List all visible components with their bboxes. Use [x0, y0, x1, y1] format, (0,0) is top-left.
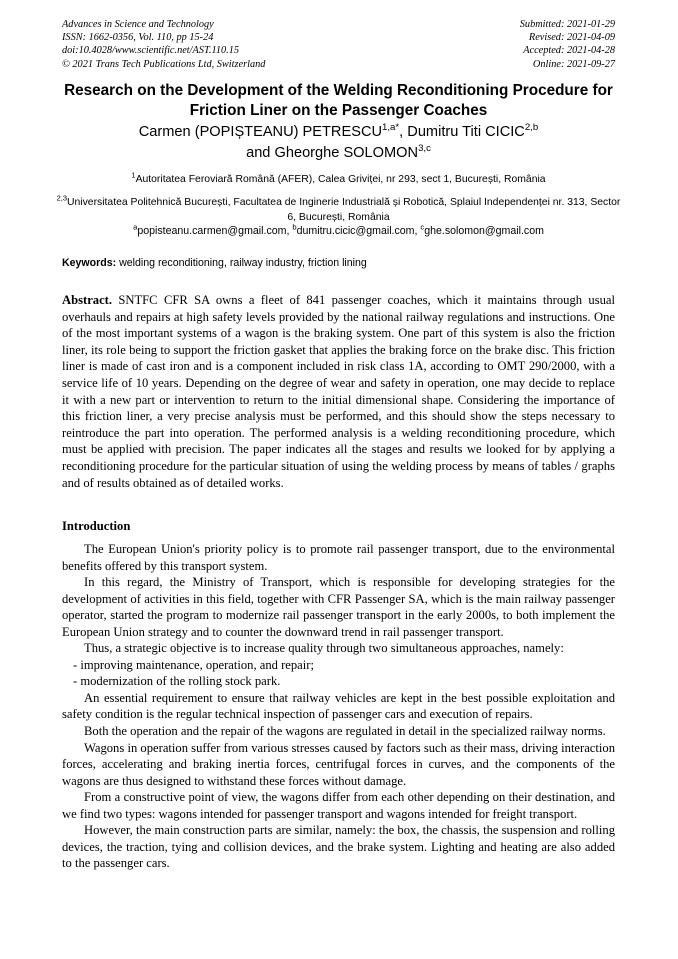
author-sup-cicic: 2,b: [524, 122, 539, 134]
body-list-item: - improving maintenance, operation, and repair;: [73, 657, 314, 672]
author-sup-petrescu: 1,a*: [382, 122, 400, 134]
date-submitted: Submitted: 2021-01-29: [519, 19, 615, 30]
journal-doi: doi:10.4028/www.scientific.net/AST.110.15: [62, 45, 240, 57]
body-paragraph: Wagons in operation suffer from various stresses caused by factors such as their mass, driving interaction forces, accelerating and braking inertia forces, centrifugal forces in curves, and the components of the wagons are thus designed to withstand these forces without damage.: [62, 740, 615, 788]
author-name-petrescu: Carmen (POPIȘTEANU) PETRESCU: [138, 124, 383, 140]
body-list-item: - modernization of the rolling stock park.: [73, 674, 281, 689]
affiliation-1-text: Autoritatea Feroviară Română (AFER), Calea Griviței, nr 293, sect 1, București, România: [135, 174, 546, 185]
email-3-marker: c: [420, 222, 425, 232]
abstract-text: SNTFC CFR SA owns a fleet of 841 passenger coaches, which it maintains through usual overhauls and repairs at high safety levels provided by the national railway regulations and instructions. One of the most important systems of a wagon is the braking system. One part of this system is also the friction liner, its role being to support the friction gasket that applies the braking force on the brake disc. This friction liner is made of cast iron and is a component included in risk class 1A, according to OMT 290/2000, with a service life of 10 years. Depending on the degree of wear and safety in operation, one may decide to replace it with a new part or intervention to return to the initial dimensional shape. Considering the importance of this friction liner, a very precise analysis must be performed, and this should show the steps necessary to reintroduce the part into operation. The performed analysis is a welding reconditioning procedure, which must be applied with precision. The paper indicates all the stages and results we looked for by applying a reconditioning procedure for the particular situation of using the welding process by means of tables / graphs and of results obtained as of detailed works.: [62, 293, 615, 490]
author-sup-solomon: 3,c: [418, 143, 431, 155]
abstract-block: [62, 292, 615, 491]
body-paragraph: The European Union's priority policy is to promote rail passenger transport, due to the environmental benefits offered by this transport system.: [62, 542, 615, 573]
paper-title: Research on the Development of the Welding Reconditioning Procedure for Friction Liner on the Passenger Coaches: [64, 82, 613, 119]
email-3-address[interactable]: ghe.solomon@gmail.com: [424, 225, 544, 237]
email-2-marker: b: [292, 222, 297, 232]
body-paragraph: An essential requirement to ensure that railway vehicles are kept in the best possible exploitation and safety condition is the regular technical inspection of passenger cars and execution of repairs.: [62, 690, 615, 722]
body-paragraph: From a constructive point of view, the wagons differ from each other depending on their destination, and we find two types: wagons intended for passenger transport and wagons intended for freight transport.: [62, 790, 615, 821]
keywords-value: welding reconditioning, railway industry, friction lining: [116, 257, 367, 269]
affiliation-2-text: Universitatea Politehnică București, Facultatea de Inginerie Industrială și Robotică, Splaiul Independenței nr. 313, Sector 6, București, România: [67, 196, 621, 223]
author-separator: ,: [399, 124, 408, 140]
email-list: $^a$popisteanu.carmen@gmail.com, $^b$dumitru.cicic@gmail.com, $^c$ghe.solomon@gmail.com: [133, 222, 544, 237]
keywords-line: [62, 256, 615, 270]
body-paragraph: In this regard, the Ministry of Transport, which is responsible for developing strategies for the development of activities in this field, together with CFR Passenger SA, which is the main railway passenger operator, started the program to modernize rail passenger transport in the early 2000s, to both implement the European Union strategy and to counter the downward trend in rail passenger transport.: [62, 575, 615, 639]
author-line-2: [62, 143, 615, 164]
journal-issn-volume: ISSN: 1662-0356, Vol. 110, pp 15-24: [62, 32, 214, 44]
author-list: [62, 122, 615, 164]
author-conjunction: and: [246, 145, 275, 161]
body-paragraph: Thus, a strategic objective is to increase quality through two simultaneous approaches, namely:: [84, 641, 564, 656]
affiliation-2-marker: 2,3: [56, 193, 68, 203]
body-paragraph: However, the main construction parts are similar, namely: the box, the chassis, the suspension and rolling devices, the traction, tying and collision devices, and the brake system. Lighting and heating are also added to the passenger cars.: [62, 823, 615, 871]
author-name-cicic: Dumitru Titi CICIC: [407, 124, 525, 140]
date-accepted: Accepted: 2021-04-28: [523, 45, 615, 57]
author-line-1: [62, 122, 615, 143]
journal-header-left: [62, 18, 265, 71]
journal-copyright: © 2021 Trans Tech Publications Ltd, Switzerland: [62, 58, 266, 70]
date-revised: Revised: 2021-04-09: [528, 32, 615, 44]
journal-header: [62, 18, 615, 71]
body-text: [62, 541, 615, 872]
affiliation-1: [52, 172, 625, 188]
keywords-label: Keywords:: [62, 257, 117, 269]
email-1-marker: a: [133, 222, 138, 232]
date-online: Online: 2021-09-27: [532, 58, 615, 70]
affiliation-1-marker: 1: [131, 170, 136, 180]
author-name-solomon: Gheorghe SOLOMON: [274, 145, 419, 161]
email-1-address[interactable]: popisteanu.carmen@gmail.com: [137, 225, 287, 237]
email-2-address[interactable]: dumitru.cicic@gmail.com: [296, 225, 415, 237]
affiliation-2: [52, 195, 625, 226]
journal-name: Advances in Science and Technology: [62, 19, 214, 30]
body-paragraph: Both the operation and the repair of the wagons are regulated in detail in the specialized railway norms.: [84, 724, 606, 739]
abstract-label: Abstract.: [62, 293, 113, 307]
journal-header-right: [520, 18, 615, 71]
section-heading-introduction: Introduction: [62, 519, 131, 533]
